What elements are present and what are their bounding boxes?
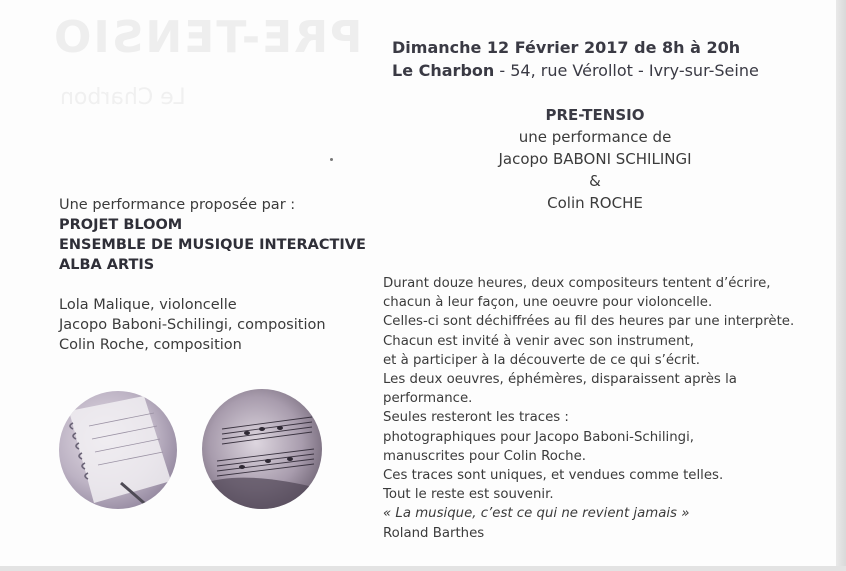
venue-address: - 54, rue Vérollot - Ivry-sur-Seine (494, 61, 759, 80)
event-venue (392, 59, 759, 82)
paper-edge-right (836, 0, 846, 571)
description-text (383, 274, 823, 543)
organization-name: ENSEMBLE DE MUSIQUE INTERACTIVE (59, 237, 366, 253)
ampersand: & (589, 172, 601, 190)
artist-name: Colin ROCHE (547, 194, 643, 212)
description-line: et à participer à la découverte de ce qui s’écrit. (383, 352, 700, 368)
performance-subtitle: une performance de (518, 128, 672, 146)
description-line: manuscrites pour Colin Roche. (383, 448, 586, 464)
description-line: Les deux oeuvres, éphémères, disparaissent après la performance. (383, 372, 737, 407)
proposed-by-block (59, 195, 366, 355)
artist-name: Jacopo BABONI SCHILINGI (498, 150, 692, 168)
performance-title: PRE-TENSIO (545, 106, 645, 124)
description-line: Tout le reste est souvenir. (383, 487, 554, 503)
performer-line: Colin Roche, composition (59, 337, 242, 353)
quote-author: Roland Barthes (383, 525, 485, 541)
description-line: Durant douze heures, deux compositeurs tentent d’écrire, (383, 276, 771, 291)
organization-name: PROJET BLOOM (59, 217, 183, 233)
notebook-photo (59, 391, 177, 509)
event-date: Dimanche 12 Février 2017 de 8h à 20h (392, 38, 741, 57)
venue-name: Le Charbon (392, 61, 495, 80)
show-through-title: PRE-TENSIO (52, 12, 363, 63)
description-line: Celles-ci sont déchiffrées au fil des heures par une interprète. (383, 314, 795, 330)
description-line: Ces traces sont uniques, et vendues comme telles. (383, 468, 724, 484)
speck (330, 158, 333, 161)
performers-list (59, 295, 366, 355)
event-header (392, 36, 759, 82)
description-line: Seules resteront les traces : (383, 410, 569, 426)
show-through-subtitle: Le Charbon (60, 85, 186, 110)
organization-name: ALBA ARTIS (59, 257, 155, 273)
performer-line: Jacopo Baboni-Schilingi, composition (59, 317, 326, 333)
paper-edge-bottom (0, 566, 846, 571)
description-line: Chacun est invité à venir avec son instrument, (383, 333, 694, 349)
performer-line: Lola Malique, violoncelle (59, 297, 237, 313)
description-line: chacun à leur façon, une oeuvre pour violoncelle. (383, 295, 713, 311)
proposed-by-intro: Une performance proposée par : (59, 197, 296, 213)
sheet-music-photo (202, 389, 322, 509)
quote: « La musique, c’est ce qui ne revient jamais » (383, 506, 690, 522)
description-line: photographiques pour Jacopo Baboni-Schilingi, (383, 429, 695, 445)
title-block (480, 104, 710, 214)
